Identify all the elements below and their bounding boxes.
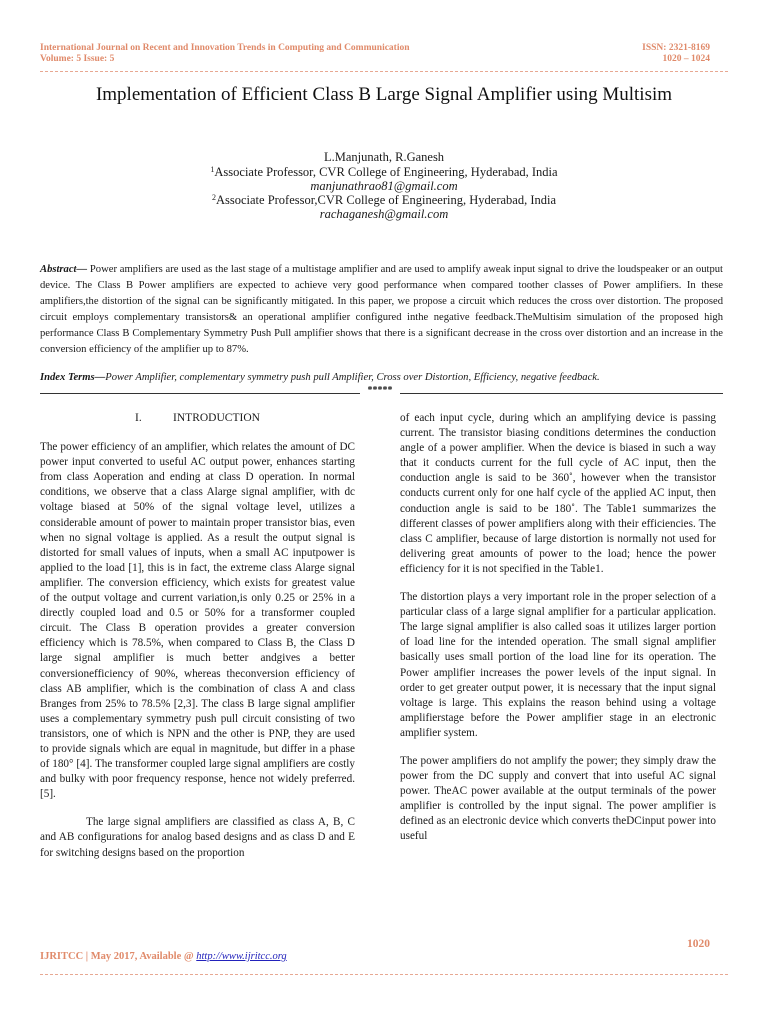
index-terms	[40, 371, 723, 385]
affiliation-1	[0, 165, 768, 179]
left-column	[40, 411, 355, 874]
affiliation-1-text: Associate Professor, CVR College of Engineering, Hyderabad, India	[214, 165, 558, 179]
separator-stars: *****	[367, 385, 393, 396]
affiliation-2-text: Associate Professor,CVR College of Engineering, Hyderabad, India	[215, 193, 557, 207]
section-heading	[40, 411, 355, 426]
section-separator	[40, 385, 723, 399]
right-column	[400, 411, 716, 858]
abstract-label: Abstract—	[40, 264, 88, 275]
separator-line-left	[40, 393, 360, 394]
issn-header	[642, 43, 710, 65]
right-paragraph-1: of each input cycle, during which an amplifying device is passing current. The transistor biasing conditions determines the conduction angle of a power amplifier. When the device is biased in such a way that it conducts current for the full cycle of AC input, then the conduction angle is said to be 360˚, however when the transistor conducts current only for one half cycle of the applied AC input, then conduction angle is said to be 180˚. The Table1 summarizes the different classes of power amplifiers along with their efficiencies. The class C amplifier, because of large distortion is normally not used for delivering great amounts of power to the load; hence the power efficiency for it is not specified in the Table1.	[400, 412, 716, 575]
abstract	[40, 262, 723, 358]
issn: ISSN: 2321-8169	[642, 43, 710, 53]
page-number: 1020	[687, 938, 710, 950]
author-names: L.Manjunath, R.Ganesh	[323, 150, 445, 164]
section-title: INTRODUCTION	[173, 412, 260, 424]
header-divider	[40, 71, 728, 72]
paper-title: Implementation of Efficient Class B Large Signal Amplifier using Multisim	[95, 84, 673, 105]
affiliation-1-marker: 1	[210, 165, 215, 174]
right-paragraph-3: The power amplifiers do not amplify the power; they simply draw the power from the DC supply and convert that into useful AC signal power. TheAC power available at the output terminals of the power amplifier is controlled by the input signal. The power amplifier is defined as an electronic device which converts theDCinput power into useful	[400, 754, 716, 843]
journal-name: International Journal on Recent and Innovation Trends in Computing and Communication	[40, 43, 410, 53]
author-block	[0, 150, 768, 221]
footer-link[interactable]: http://www.ijritcc.org	[196, 951, 287, 962]
intro-paragraph-1: The power efficiency of an amplifier, which relates the amount of DC power input converted to useful AC output power, enhances starting from class Aoperation and ending at class D operation. In normal conditions, we observe that a class Alarge signal amplifier, with dc voltage biased at 50% of the signal voltage level, utilizes a considerable amount of power to maintain proper transistor bias, even when no signal voltage is applied. As a result the output signal is distorted for small values of inputs, when a small AC inputpower is applied to the load [1], this is in fact, the extreme class Alarge signal amplifier. The conversion efficiency, which exists for greatest value of the output voltage and current variation,is only 0.25 or 25% in a directly coupled load and 0.5 or 50% for a transformer coupled circuit. The Class B operation provides a greater conversion efficiency which is 78.5%, when compared to Class B, the Class D large signal amplifier is much better andgives a better conversionefficiency of 90%, whereas theconversion efficiency of class AB amplifier, which is the combination of class A and class Branges from 25% to 78.5% [2,3]. The class B large signal amplifier uses a complementary symmetry push pull circuit consisting of two transistors, one of which is NPN and the other is PNP, they are used to provide signals which are equal in magnitude, but differ in a phase of 180° [4]. The transformer coupled large signal amplifiers are costly and bulky with poor frequency response, hence not widely preferred. [5].	[40, 441, 355, 801]
page-range: 1020 – 1024	[662, 54, 710, 64]
separator-line-right	[400, 393, 723, 394]
right-paragraph-2: The distortion plays a very important role in the proper selection of a particular class of a large signal amplifier for a particular application. The large signal amplifier is also called soas it utilizes larger portion of load line for the intended operation. The small signal amplifier basically uses small portion of the load line for its operation. The Power amplifier increases the power levels of the input signal. In order to get greater output power, it is necessary that the input signal voltage is large. This explains the reason behind using a voltage amplifierstage before the Power amplifier stage in an electronic amplifier system.	[400, 591, 716, 739]
author-email-1: manjunathrao81@gmail.com	[310, 179, 458, 193]
affiliation-2-marker: 2	[211, 193, 216, 202]
author-email-2: rachaganesh@gmail.com	[319, 207, 449, 221]
abstract-text: Power amplifiers are used as the last stage of a multistage amplifier and are used to amplify aweak input signal to drive the loudspeaker or an output device. The Class B Power amplifiers are expected to achieve very good performance when compared toother classes of Power amplifiers. In these amplifiers,the distortion of the signal can be significantly mitigated. In this paper, we propose a circuit which reduces the cross over distortion. The proposed circuit employs complementary transistors& an operational amplifier configured inthe negative feedback.TheMultisim simulation of the proposed high performance Class B Complementary Symmetry Push Pull amplifier shows that there is a significant decrease in the cross over distortion and an increase in the conversion efficiency of the amplifier up to 87%.	[40, 264, 723, 355]
index-terms-label: Index Terms—	[40, 372, 106, 383]
section-number: I.	[135, 412, 142, 424]
footer	[40, 951, 287, 962]
footer-divider	[40, 974, 728, 975]
index-terms-text: Power Amplifier, complementary symmetry push pull Amplifier, Cross over Distortion, Efficiency, negative feedback.	[105, 372, 600, 383]
affiliation-2	[0, 193, 768, 207]
journal-volume: Volume: 5 Issue: 5	[40, 54, 115, 64]
intro-paragraph-2: The large signal amplifiers are classified as class A, B, C and AB configurations for analog based designs and as class D and E for switching designs based on the proportion	[40, 816, 355, 859]
journal-header	[40, 43, 410, 65]
footer-text: IJRITCC | May 2017, Available @	[40, 951, 197, 962]
